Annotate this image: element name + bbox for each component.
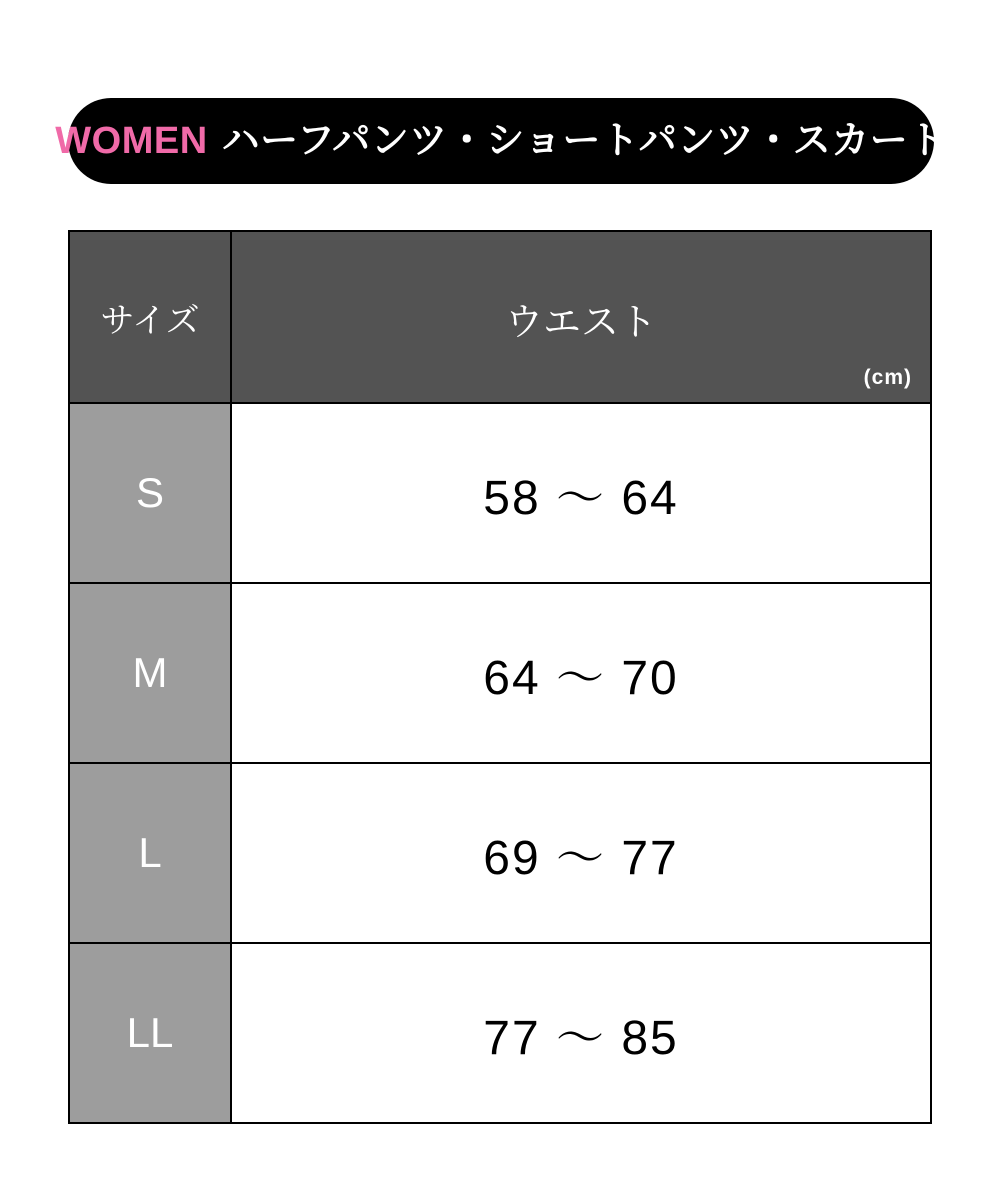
table-row	[69, 763, 931, 943]
column-header-waist	[231, 231, 931, 403]
table-row	[69, 583, 931, 763]
page-title	[55, 122, 946, 160]
title-rest: ハーフパンツ・ショートパンツ・スカート	[221, 120, 947, 162]
chart-title-banner	[55, 98, 947, 184]
column-header-waist-label: ウエスト	[504, 302, 657, 344]
size-label-l: L	[69, 763, 231, 943]
size-label-m: M	[69, 583, 231, 763]
table-header-row	[69, 231, 931, 403]
column-header-size: サイズ	[69, 231, 231, 403]
waist-value-s: 58 〜 64	[231, 403, 931, 583]
waist-value-m: 64 〜 70	[231, 583, 931, 763]
table-header	[69, 231, 931, 403]
table-body	[69, 403, 931, 1123]
size-label-s: S	[69, 403, 231, 583]
unit-label: (cm)	[863, 366, 912, 389]
size-label-ll: LL	[69, 943, 231, 1123]
table-row	[69, 403, 931, 583]
title-highlight: WOMEN	[55, 120, 208, 162]
waist-value-ll: 77 〜 85	[231, 943, 931, 1123]
size-table	[68, 230, 932, 1124]
waist-value-l: 69 〜 77	[231, 763, 931, 943]
table-row	[69, 943, 931, 1123]
